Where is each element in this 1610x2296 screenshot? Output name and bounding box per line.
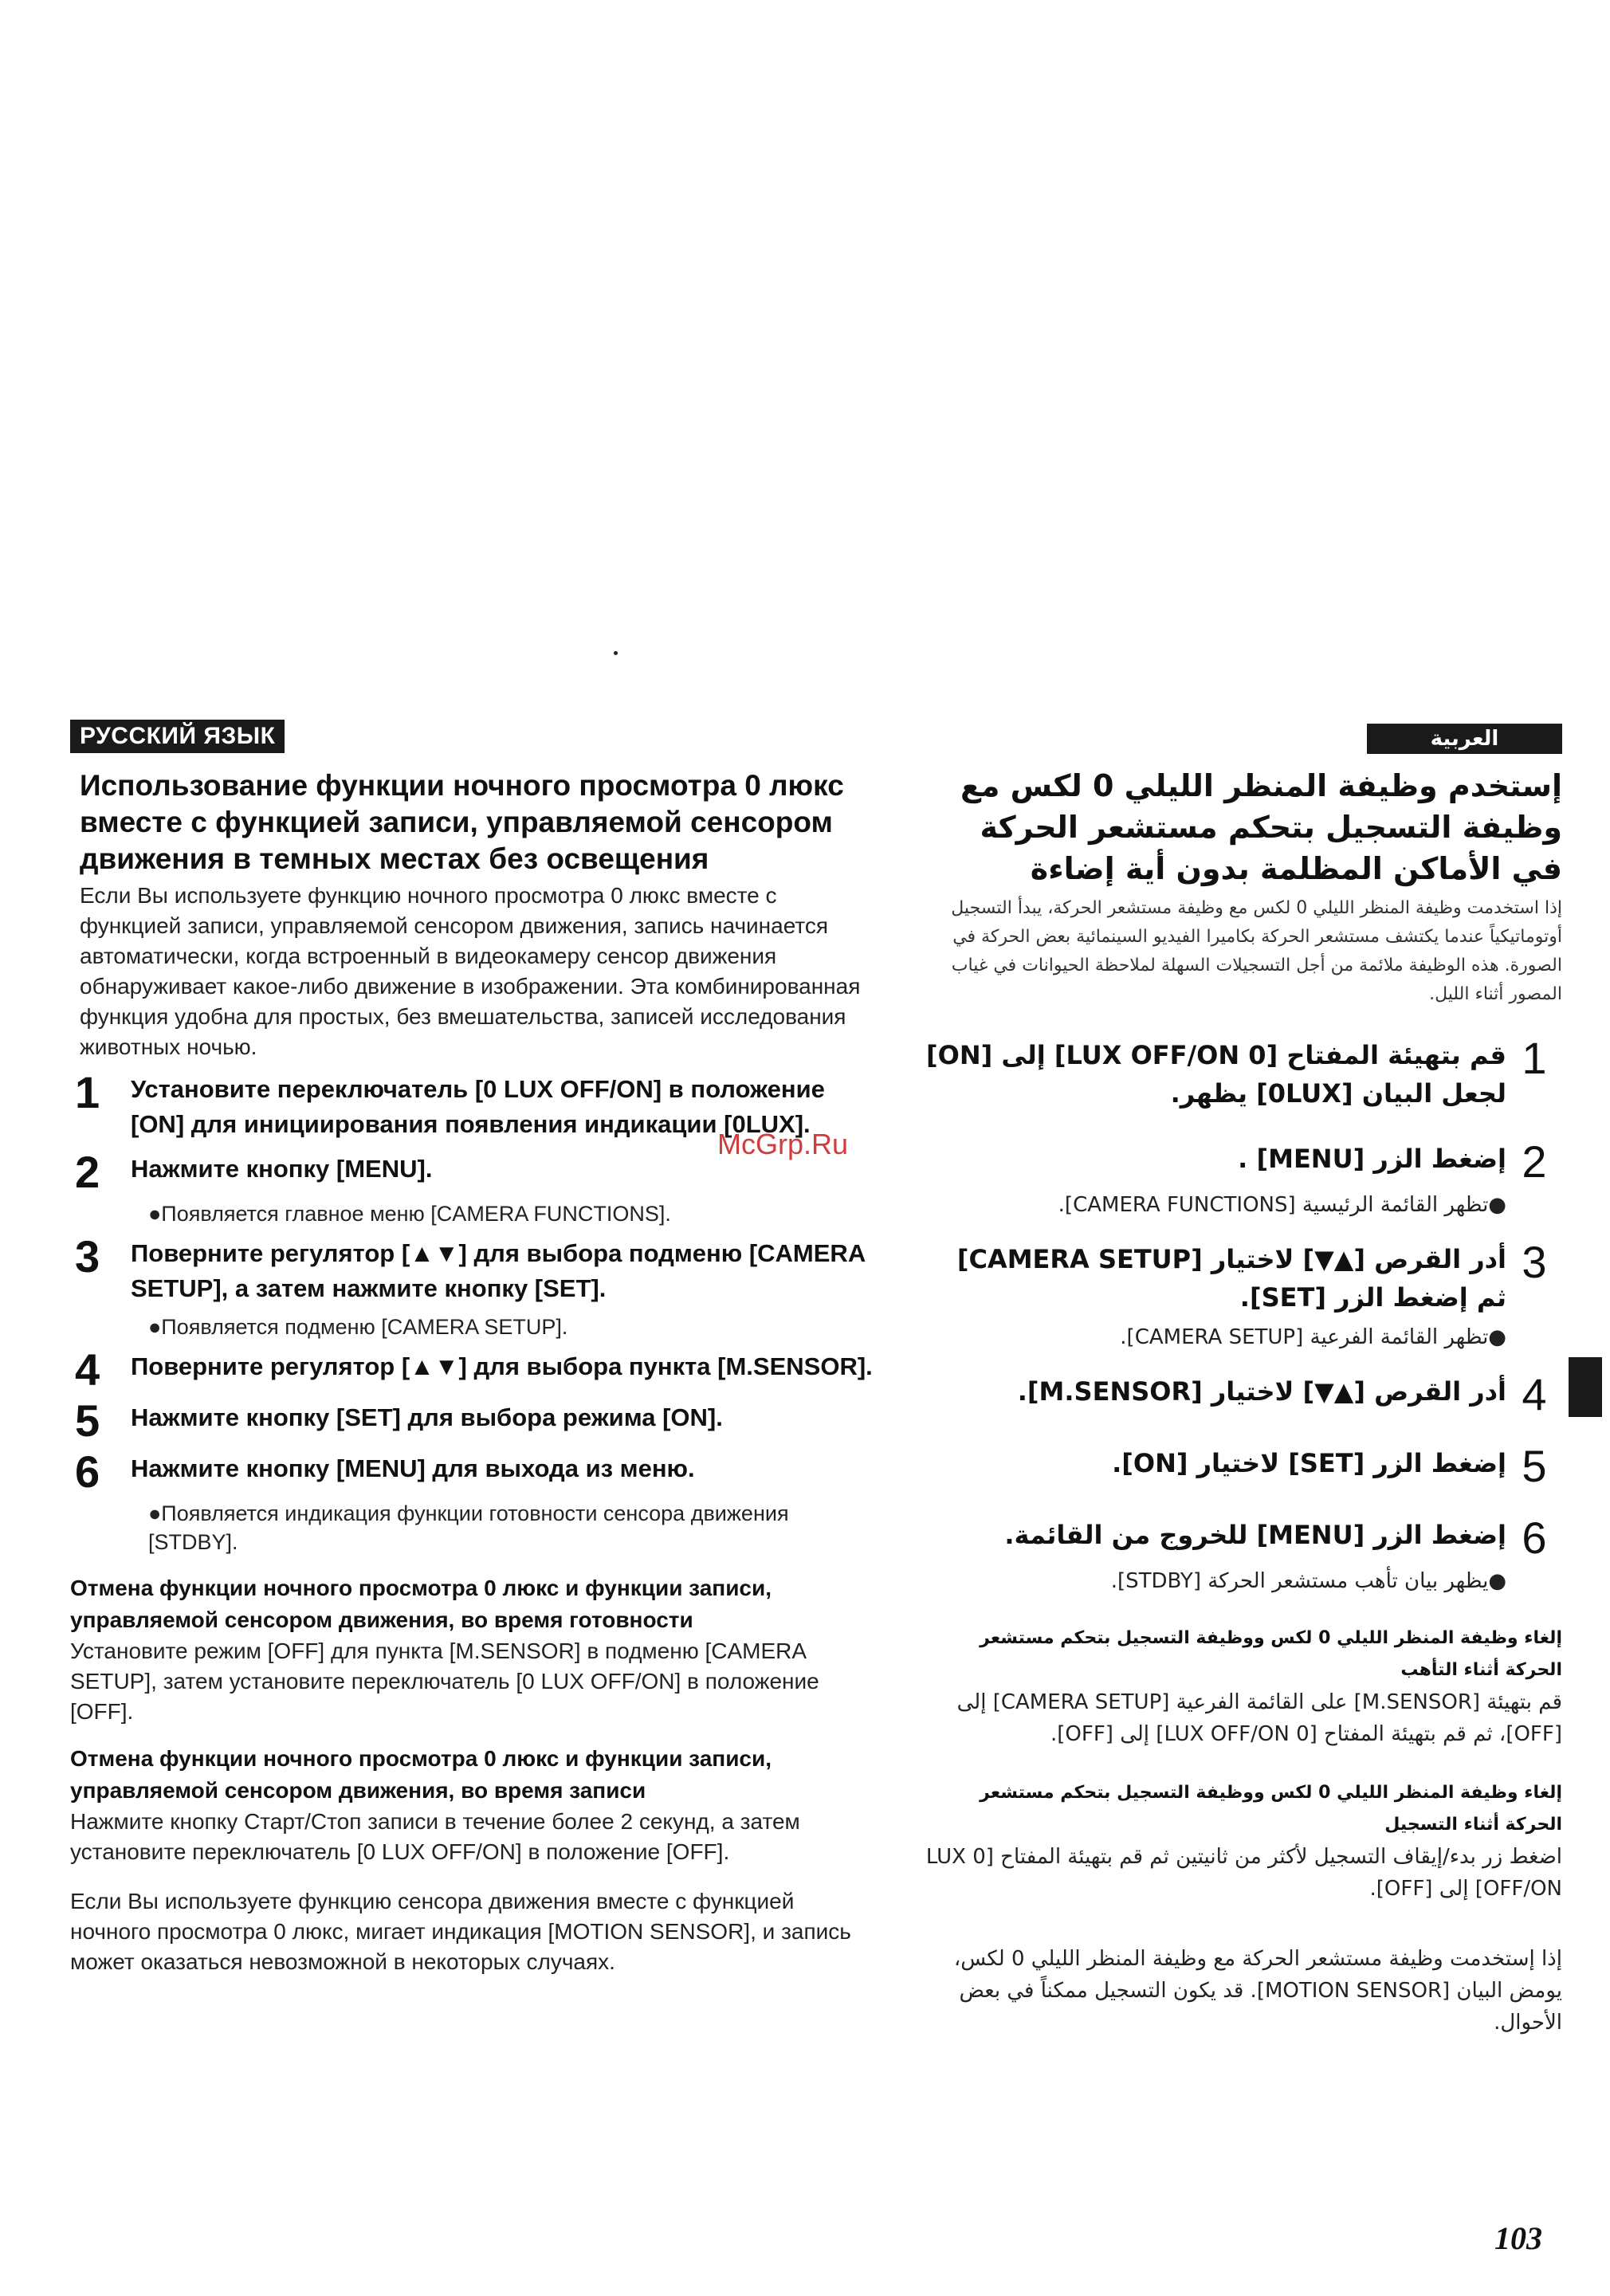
language-tag-russian: РУССКИЙ ЯЗЫК	[70, 720, 285, 753]
step-number: 2	[1522, 1136, 1547, 1187]
step-1	[70, 1067, 875, 1142]
step-5	[70, 1395, 875, 1446]
step-2	[70, 1147, 875, 1197]
step-note: ●Появляется индикация функции готовности сенсора движения [STDBY].	[148, 1501, 789, 1554]
motion-sensor-note: Если Вы используете функцию сенсора движения вместе с функцией ночного просмотра 0 люкс, мигает индикация [MOTION SENSOR], и запись может оказаться невозможной в некоторых случаях.	[70, 1889, 851, 1974]
intro-paragraph-arabic: إذا استخدمت وظيفة المنظر الليلي 0 لكس مع وظيفة مستشعر الحركة، يبدأ التسجيل أوتوماتيكياً عندما يكتشف مستشعر الحركة بكاميرا الفيديو السينمائية بعض الحركة في الصورة. هذه الوظيفة ملائمة من أجل التسجيلات السهلة لملاحظة الحيوانات في غياب المصور أثناء الليل.	[951, 898, 1562, 1004]
step-number: 6	[1522, 1513, 1547, 1563]
step-text: Нажмите кнопку [SET] для выбора режима [ON].	[131, 1403, 723, 1431]
stray-dot	[614, 651, 618, 655]
step-text: Нажмите кнопку [MENU] для выхода из меню.	[131, 1454, 695, 1482]
cancel-standby-heading: Отмена функции ночного просмотра 0 люкс и функции записи, управляемой сенсором движения, во время готовности	[70, 1576, 772, 1632]
step-3-arabic	[925, 1237, 1562, 1317]
step-number: 6	[75, 1446, 100, 1497]
step-number: 1	[75, 1067, 100, 1117]
step-text: Установите переключатель [0 LUX OFF/ON] в положение [ON] для инициирования появления индикации [0LUX].	[131, 1075, 825, 1138]
russian-column	[70, 720, 875, 1977]
step-text: قم بتهيئة المفتاح [0 LUX OFF/ON] إلى [ON] لجعل البيان [0LUX] يظهر.	[926, 1040, 1506, 1109]
cancel-standby-text: Установите режим [OFF] для пункта [M.SENSOR] в подменю [CAMERA SETUP], затем установите переключатель [0 LUX OFF/ON] в положение [OFF].	[70, 1639, 819, 1724]
arabic-column	[925, 724, 1562, 2039]
step-number: 5	[75, 1395, 100, 1446]
cancel-record-text-arabic: اضغط زر بدء/إيقاف التسجيل لأكثر من ثانيتين ثم قم بتهيئة المفتاح [0 LUX OFF/ON] إلى [OFF].	[925, 1845, 1562, 1901]
step-text: Поверните регулятор [▲▼] для выбора пункта [M.SENSOR].	[131, 1352, 873, 1380]
language-tag-arabic: العربية	[1367, 724, 1562, 754]
motion-sensor-note-arabic: إذا إستخدمت وظيفة مستشعر الحركة مع وظيفة المنظر الليلي 0 لكس، يومض البيان [MOTION SENSOR]. قد يكون التسجيل ممكناً في بعض الأحوال.	[953, 1947, 1562, 2035]
step-number: 4	[75, 1344, 100, 1395]
step-note: ●Появляется подменю [CAMERA SETUP].	[148, 1315, 568, 1339]
watermark: McGrp.Ru	[717, 1128, 849, 1160]
cancel-standby-text-arabic: قم بتهيئة [M.SENSOR] على القائمة الفرعية [CAMERA SETUP] إلى [OFF]، ثم قم بتهيئة المفتاح [0 LUX OFF/ON] إلى [OFF].	[956, 1690, 1562, 1746]
section-title-arabic: إستخدم وظيفة المنظر الليلي 0 لكس مع وظيفة التسجيل بتحكم مستشعر الحركة في الأماكن المظلمة بدون أية إضاءة	[960, 768, 1562, 886]
step-number: 5	[1522, 1441, 1547, 1491]
step-note: ●تظهر القائمة الفرعية [CAMERA SETUP].	[1120, 1325, 1506, 1349]
step-text: أدر القرص [▲▼] لاختيار [M.SENSOR].	[1017, 1376, 1506, 1407]
step-5-arabic	[925, 1441, 1562, 1491]
chapter-side-tab	[1569, 1357, 1602, 1417]
step-text: Нажмите кнопку [MENU].	[131, 1155, 433, 1183]
intro-paragraph: Если Вы используете функцию ночного просмотра 0 люкс вместе с функцией записи, управляемой сенсором движения, запись начинается автоматически, когда встроенный в видеокамеру сенсор движения обнаруживает какое-либо движение в изображении. Эта комбинированная функция удобна для простых, без вмешательства, записей исследования животных ночью.	[80, 883, 861, 1059]
cancel-standby-heading-arabic: إلغاء وظيفة المنظر الليلي 0 لكس ووظيفة التسجيل بتحكم مستشعر الحركة أثناء التأهب	[980, 1628, 1562, 1680]
step-number: 4	[1522, 1369, 1547, 1419]
step-note: ●يظهر بيان تأهب مستشعر الحركة [STDBY].	[1110, 1569, 1506, 1593]
step-3	[70, 1231, 875, 1306]
step-number: 3	[75, 1231, 100, 1281]
step-4	[70, 1344, 875, 1395]
step-note: ●Появляется главное меню [CAMERA FUNCTIONS].	[148, 1202, 671, 1226]
step-text: إضغط الزر [MENU] .	[1238, 1144, 1506, 1174]
step-4-arabic	[925, 1369, 1562, 1419]
cancel-record-heading-arabic: إلغاء وظيفة المنظر الليلي 0 لكس ووظيفة التسجيل بتحكم مستشعر الحركة أثناء التسجيل	[980, 1783, 1562, 1835]
step-1-arabic	[925, 1033, 1562, 1113]
steps-list	[70, 1067, 875, 1556]
step-6	[70, 1446, 875, 1497]
step-6-arabic	[925, 1513, 1562, 1563]
cancel-record-text: Нажмите кнопку Старт/Стоп записи в течение более 2 секунд, а затем установите переключатель [0 LUX OFF/ON] в положение [OFF].	[70, 1809, 800, 1864]
step-text: إضغط الزر [SET] لاختيار [ON].	[1112, 1448, 1506, 1478]
step-number: 3	[1522, 1237, 1547, 1287]
step-text: Поверните регулятор [▲▼] для выбора подменю [CAMERA SETUP], а затем нажмите кнопку [SET].	[131, 1239, 866, 1302]
step-number: 1	[1522, 1033, 1547, 1083]
step-number: 2	[75, 1147, 100, 1197]
step-2-arabic	[925, 1136, 1562, 1187]
page-number: 103	[1494, 2220, 1542, 2256]
steps-list-arabic	[925, 1033, 1562, 1595]
section-title: Использование функции ночного просмотра 0 люкс вместе с функцией записи, управляемой сенсором движения в темных местах без освещения	[80, 769, 844, 875]
step-text: أدر القرص [▲▼] لاختيار [CAMERA SETUP] ثم إضغط الزر [SET].	[956, 1244, 1506, 1313]
step-text: إضغط الزر [MENU] للخروج من القائمة.	[1004, 1520, 1506, 1550]
step-note: ●تظهر القائمة الرئيسية [CAMERA FUNCTIONS].	[1058, 1193, 1506, 1217]
cancel-record-heading: Отмена функции ночного просмотра 0 люкс и функции записи, управляемой сенсором движения, во время записи	[70, 1746, 772, 1803]
